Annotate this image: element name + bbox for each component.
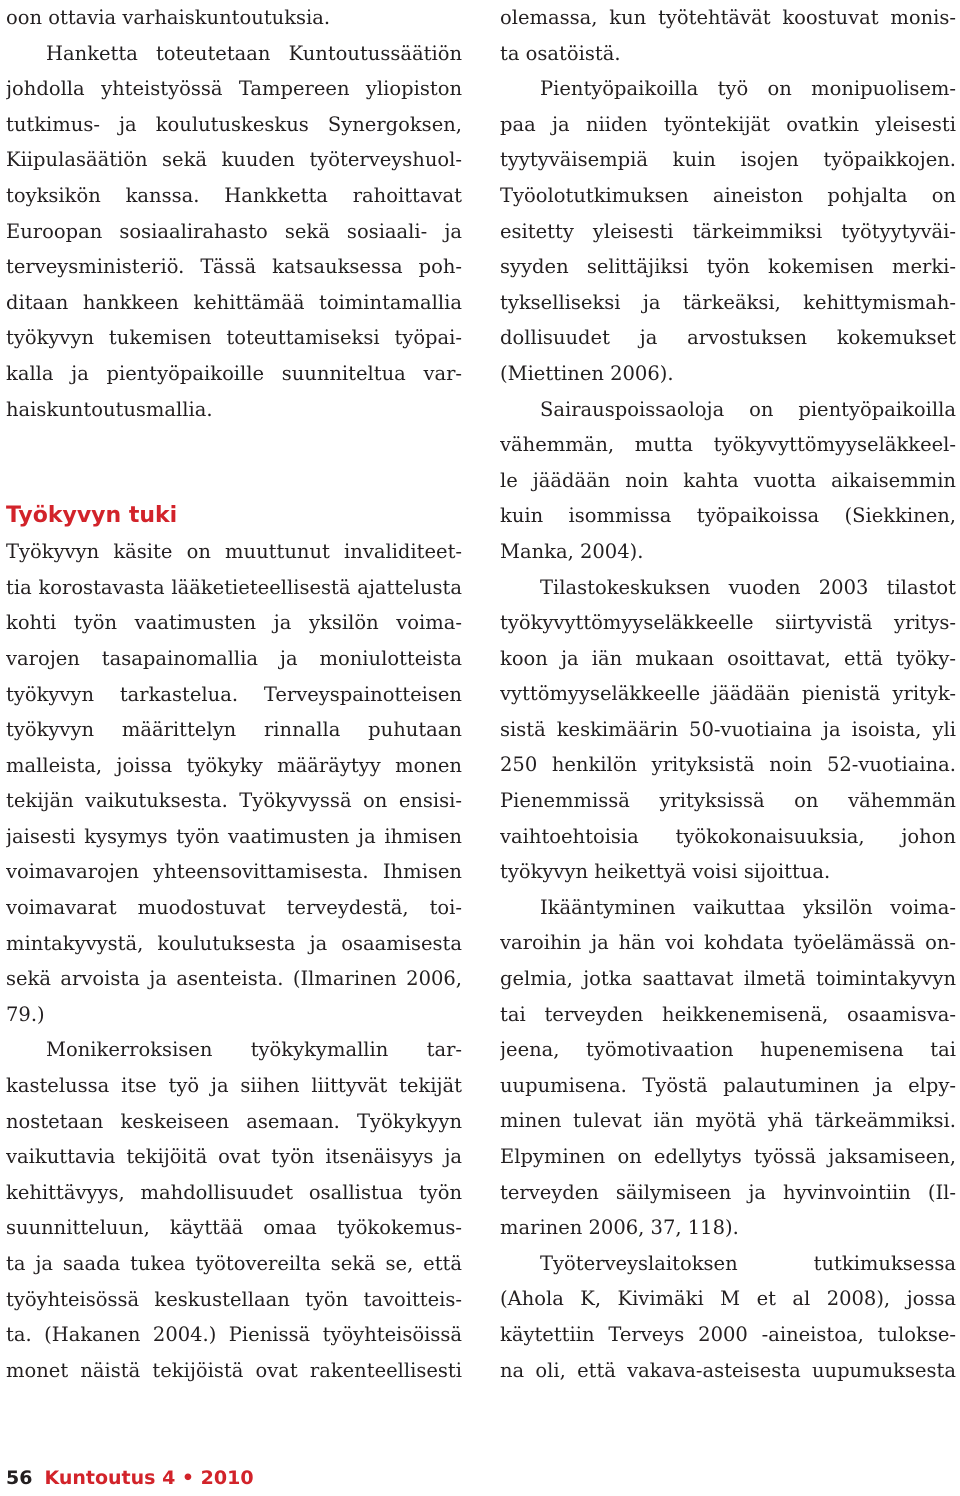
text-line: Monikerroksisen työkykymallin tar- [46, 1038, 462, 1062]
text-line: työkyvyn tukemisen toteuttamiseksi työpai- [6, 326, 462, 350]
text-line: minen tulevat iän myötä yhä tärkeämmiksi. [500, 1109, 956, 1133]
text-line: Tilastokeskuksen vuoden 2003 tilastot [540, 575, 956, 599]
text-line: jeena, työmotivaation hupenemisena tai [500, 1038, 956, 1062]
text-line: marinen 2006, 37, 118). [500, 1216, 739, 1240]
text-line: malleista, joissa työkyky määräytyy monen [6, 753, 462, 777]
text-line: tekijän vaikutuksesta. Työkyvyssä on ensisi- [6, 789, 462, 813]
section-paragraphs [6, 534, 462, 1388]
text-line: työkyvyn määrittelyn rinnalla puhutaan [6, 718, 462, 742]
page-number: 56 [6, 1467, 33, 1489]
text-line: tia korostavasta lääketieteellisestä ajattelusta [6, 575, 462, 599]
text-line: (Miettinen 2006). [500, 361, 674, 385]
text-line: paa ja niiden työntekijät ovatkin yleisesti [500, 112, 956, 136]
text-line: vähemmän, mutta työkyvyttömyyseläkkeel- [500, 433, 956, 457]
text-line: vaihtoehtoisia työkokonaisuuksia, johon [500, 824, 956, 848]
text-line: Työkyvyn käsite on muuttunut invaliditeet- [6, 540, 462, 564]
text-line: vaikuttavia tekijöitä ovat työn itsenäisyys ja [6, 1145, 462, 1169]
text-line: terveyden säilymiseen ja hyvinvointiin (Il- [500, 1180, 956, 1204]
intro-paragraphs [6, 0, 462, 427]
text-line: työkyvyttömyyseläkkeelle siirtyvistä yritys- [500, 611, 956, 635]
text-line: terveysministeriö. Tässä katsauksessa poh- [6, 255, 462, 279]
text-line: johdolla yhteistyössä Tampereen yliopiston [6, 77, 462, 101]
text-line: varojen tasapainomallia ja moniulotteista [6, 646, 462, 670]
text-line: käytettiin Terveys 2000 -aineistoa, tulokse- [500, 1322, 956, 1346]
text-line: na oli, että vakava-asteisesta uupumuksesta [500, 1358, 956, 1382]
text-line: jaisesti kysymys työn vaatimusten ja ihmisen [6, 824, 462, 848]
text-line: Pienemmissä yrityksissä on vähemmän [500, 789, 956, 813]
text-line: tutkimus- ja koulutuskeskus Synergoksen, [6, 112, 462, 136]
text-line: voimavarat muodostuvat terveydestä, toi- [6, 896, 462, 920]
text-line: ta. (Hakanen 2004.) Pienissä työyhteisöissä [6, 1323, 462, 1347]
text-line: työkyvyn heikettyä voisi sijoittua. [500, 860, 831, 884]
text-line: voimavarojen yhteensovittamisesta. Ihmisen [6, 860, 462, 884]
text-line: haiskuntoutusmallia. [6, 397, 213, 421]
text-line: suunnitteluun, käyttää omaa työkokemus- [6, 1216, 462, 1240]
text-line: dollisuudet ja arvostuksen kokemukset [500, 326, 956, 350]
text-line: Työterveyslaitoksen tutkimuksessa [540, 1251, 956, 1275]
journal-issue: Kuntoutus 4 • 2010 [44, 1467, 254, 1489]
text-line: le jäädään noin kahta vuotta aikaisemmin [500, 468, 956, 492]
text-line: ta osatöistä. [500, 41, 621, 65]
text-line: mintakyvystä, koulutuksesta ja osaamisesta [6, 931, 462, 955]
section-spacer [6, 427, 462, 498]
right-column [500, 0, 956, 1388]
text-line: kalla ja pientyöpaikoille suunniteltua var- [6, 361, 462, 385]
text-line: vyttömyyseläkkeelle jäädään pienistä yrityk- [500, 682, 956, 706]
text-line: gelmia, jotka saattavat ilmetä toimintakyvyn [500, 967, 956, 991]
text-line: Työolotutkimuksen aineiston pohjalta on [500, 183, 956, 207]
text-line: Kiipulasäätiön sekä kuuden työterveyshuol- [6, 148, 462, 172]
page-footer [6, 1466, 254, 1490]
text-line: oon ottavia varhaiskuntoutuksia. [6, 6, 331, 29]
text-line: 250 henkilön yrityksistä noin 52-vuotiaina. [500, 753, 956, 777]
text-line: Euroopan sosiaalirahasto sekä sosiaali- ja [6, 219, 462, 243]
text-line: olemassa, kun työtehtävät koostuvat monis- [500, 6, 956, 29]
text-line: koon ja iän mukaan osoittavat, että työky- [500, 646, 956, 670]
text-line: työyhteisössä keskustellaan työn tavoitteis- [6, 1287, 462, 1311]
text-line: sistä keskimäärin 50-vuotiaina ja isoista, yli [500, 717, 956, 741]
text-line: tai terveyden heikkenemisenä, osaamisva- [500, 1002, 956, 1026]
text-line: uupumisena. Työstä palautuminen ja elpy- [500, 1073, 956, 1097]
text-line: kehittävyys, mahdollisuudet osallistua työn [6, 1180, 462, 1204]
text-line: Sairauspoissaoloja on pientyöpaikoilla [540, 397, 956, 421]
text-line: Pientyöpaikoilla työ on monipuolisem- [540, 77, 956, 101]
text-line: esitetty yleisesti tärkeimmiksi työtyytyväi- [500, 219, 956, 243]
text-line: Ikääntyminen vaikuttaa yksilön voima- [540, 895, 956, 919]
text-line: kuin isommissa työpaikoissa (Siekkinen, [500, 504, 956, 528]
text-line: kastelussa itse työ ja siihen liittyvät tekijät [6, 1074, 462, 1098]
text-line: tyytyväisempiä kuin isojen työpaikkojen. [500, 148, 956, 172]
text-line: 79.) [6, 1002, 45, 1026]
text-line: ta ja saada tukea työtovereilta sekä se, että [6, 1252, 462, 1275]
text-line: monet näistä tekijöistä ovat rakenteellisesti [6, 1358, 462, 1382]
text-line: työkyvyn tarkastelua. Terveyspainotteisen [6, 682, 462, 706]
text-line: ditaan hankkeen kehittämää toimintamallia [6, 290, 462, 314]
text-line: syyden selittäjiksi työn kokemisen merki- [500, 255, 956, 279]
text-line: Manka, 2004). [500, 539, 644, 563]
text-line: kohti työn vaatimusten ja yksilön voima- [6, 611, 462, 635]
text-line: Elpyminen on edellytys työssä jaksamiseen, [500, 1145, 956, 1168]
text-line: nostetaan keskeiseen asemaan. Työkykyyn [6, 1109, 462, 1133]
text-line: toyksikön kanssa. Hankketta rahoittavat [6, 183, 462, 207]
text-line: Hanketta toteutetaan Kuntoutussäätiön [46, 41, 462, 65]
section-heading: Työkyvyn tuki [6, 503, 178, 529]
text-line: (Ahola K, Kivimäki M et al 2008), jossa [500, 1287, 956, 1311]
text-line: tykselliseksi ja tärkeäksi, kehittymismah- [500, 290, 956, 314]
left-column [6, 0, 462, 1388]
text-line: sekä arvoista ja asenteista. (Ilmarinen 2006, [6, 967, 462, 991]
text-line: varoihin ja hän voi kohdata työelämässä on- [500, 931, 956, 955]
